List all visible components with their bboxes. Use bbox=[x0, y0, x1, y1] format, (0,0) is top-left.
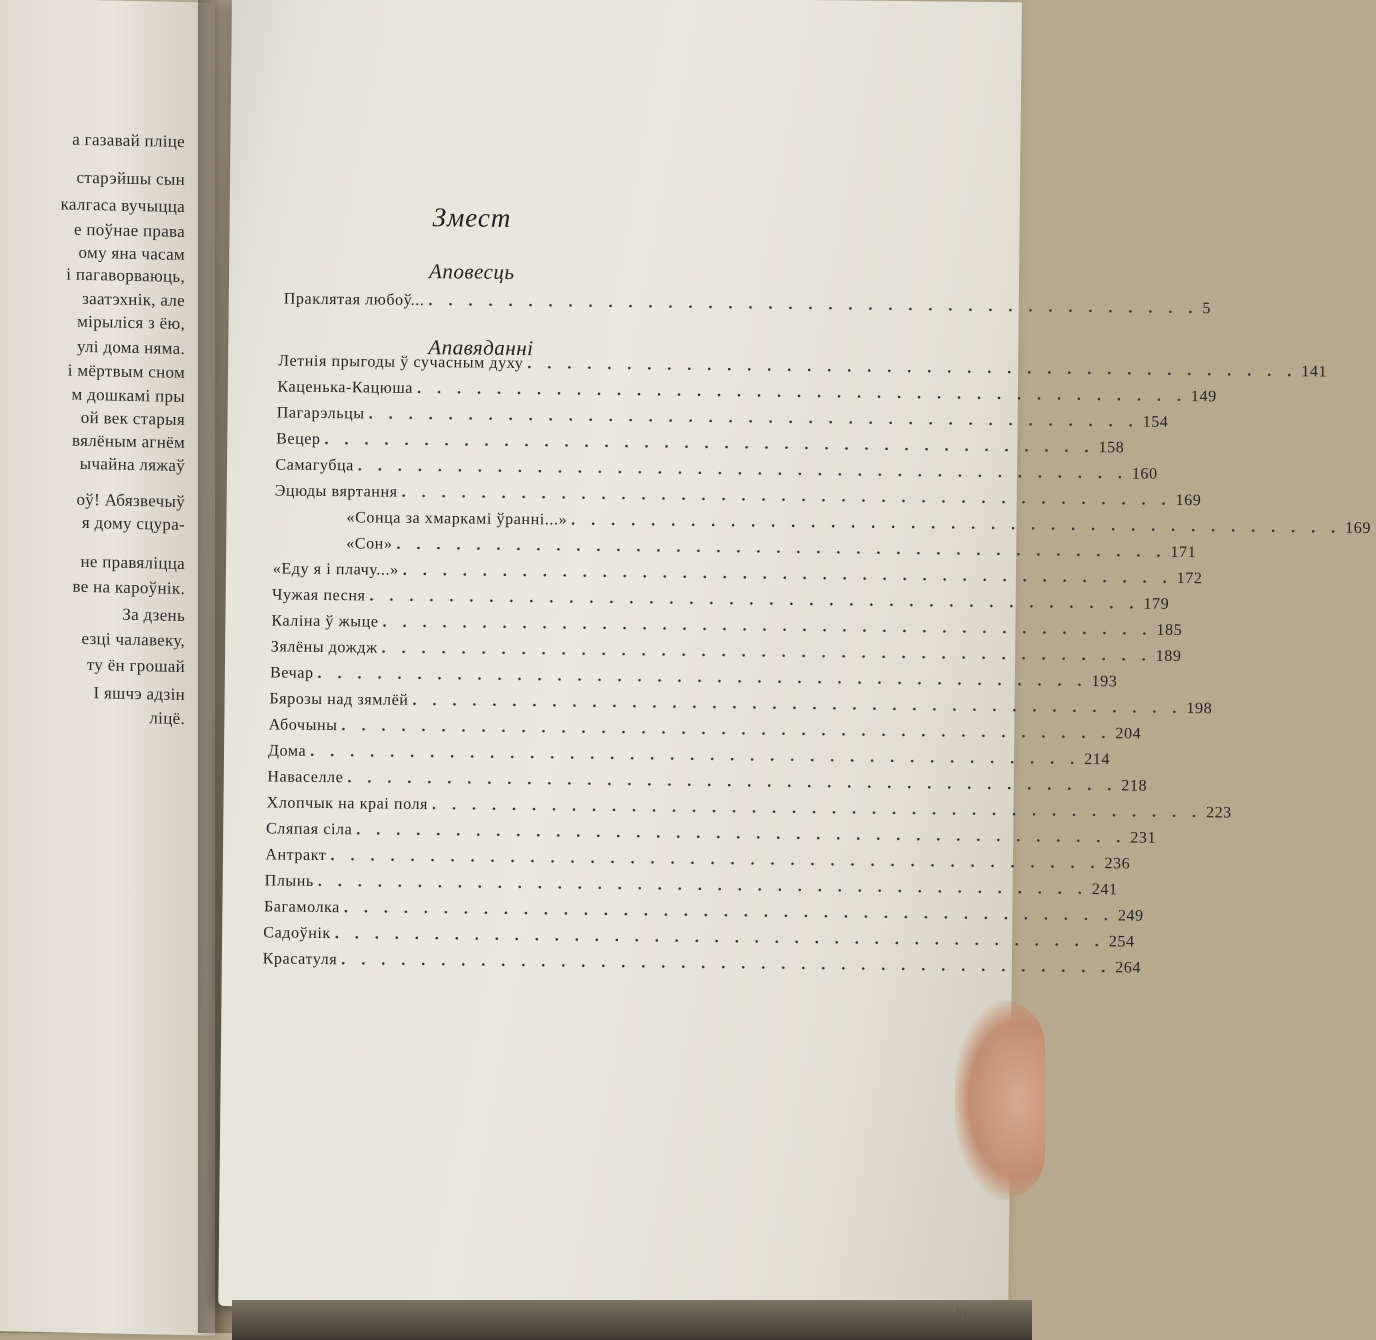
toc-leader-dots: . . . . . . . . . . . . . . . . . . . . . . . . . . . . . . . . . . . . . . . bbox=[358, 457, 1128, 483]
left-page-line: улі дома няма. bbox=[77, 337, 185, 359]
toc-section-heading: Апавяданні bbox=[428, 335, 533, 361]
toc-leader-dots: . . . . . . . . . . . . . . . . . . . . . . . . . . . . . . . . . . . . . . . bbox=[417, 380, 1187, 406]
toc-entry-page: 249 bbox=[1118, 907, 1144, 925]
toc-entry-page: 236 bbox=[1104, 855, 1130, 873]
toc-entry bbox=[267, 794, 804, 824]
left-page-line: За дзень bbox=[122, 605, 185, 626]
book-cover-edge bbox=[232, 1300, 1032, 1340]
left-page-line: а газавай пліце bbox=[72, 130, 185, 152]
toc-entry bbox=[271, 638, 806, 668]
toc-entry-page: 193 bbox=[1091, 673, 1117, 691]
toc-leader-dots: . . . . . . . . . . . . . . . . . . . . . . . . . . . . . . . . . . . . . . . bbox=[402, 484, 1172, 510]
toc-entry-page: 185 bbox=[1156, 622, 1182, 640]
toc-leader-dots: . . . . . . . . . . . . . . . . . . . . . . . . . . . . . . . . . . . . . . . bbox=[527, 355, 1297, 381]
toc-entry bbox=[263, 950, 802, 980]
toc-entry-page: 158 bbox=[1098, 439, 1124, 457]
toc-entry bbox=[284, 291, 809, 320]
toc-entry-page: 5 bbox=[1202, 300, 1211, 318]
toc-entry-page: 214 bbox=[1084, 751, 1110, 769]
left-page-line: ому яна часам bbox=[79, 243, 185, 265]
toc-entry-title: Чужая песня bbox=[272, 586, 366, 605]
toc-entry-page: 223 bbox=[1206, 804, 1232, 822]
toc-leader-dots: . . . . . . . . . . . . . . . . . . . . . . . . . . . . . . . . . . . . . . . bbox=[341, 717, 1111, 743]
toc-entry-title: Летнія прыгоды ў сучасным духу bbox=[278, 353, 523, 374]
thumb bbox=[955, 1000, 1045, 1200]
left-page-line: І яшчэ адзін bbox=[94, 683, 185, 705]
toc-entry-title: Плынь bbox=[265, 872, 314, 891]
toc-entry-page: 241 bbox=[1092, 881, 1118, 899]
toc-entry bbox=[263, 924, 802, 954]
toc-entry bbox=[265, 872, 803, 902]
watermark: by bbox=[956, 1306, 968, 1318]
toc-entry bbox=[268, 742, 804, 772]
toc-entry-page: 189 bbox=[1156, 648, 1182, 666]
toc-entry bbox=[265, 846, 803, 876]
toc-entry-title: Садоўнік bbox=[263, 924, 331, 943]
toc-leader-dots: . . . . . . . . . . . . . . . . . . . . . . . . . . . . . . . . . . . . . . . bbox=[382, 614, 1152, 640]
right-page bbox=[218, 0, 1022, 1314]
toc-leader-dots: . . . . . . . . . . . . . . . . . . . . . . . . . . . . . . . . . . . . . . . bbox=[318, 873, 1088, 899]
left-page-line: оў! Абязвечыў bbox=[76, 490, 185, 512]
toc-entry bbox=[346, 509, 806, 538]
toc-entry bbox=[275, 456, 807, 486]
toc-entry-title: Вецер bbox=[276, 430, 321, 448]
toc-entry bbox=[269, 716, 805, 746]
toc-entry-title: «Еду я і плачу...» bbox=[273, 560, 399, 579]
left-page-line: не правяліцца bbox=[80, 552, 185, 574]
toc-entry-title: Антракт bbox=[265, 846, 326, 865]
toc-entry-page: 154 bbox=[1143, 414, 1169, 432]
toc-leader-dots: . . . . . . . . . . . . . . . . . . . . . . . . . . . . . . . . . . . . . . . bbox=[369, 587, 1139, 613]
toc-entry-title: Абочыны bbox=[269, 716, 338, 735]
toc-entry-title: Дома bbox=[268, 742, 306, 760]
left-page-line: я дому сцура- bbox=[82, 513, 185, 535]
left-page-line: і пагаворваюць, bbox=[66, 265, 185, 287]
toc-leader-dots: . . . . . . . . . . . . . . . . . . . . . . . . . . . . . . . . . . . . . . . bbox=[403, 562, 1173, 588]
toc-entry-page: 172 bbox=[1177, 570, 1203, 588]
toc-entry-page: 198 bbox=[1186, 700, 1212, 718]
toc-leader-dots: . . . . . . . . . . . . . . . . . . . . . . . . . . . . . . . . . . . . . . . bbox=[396, 536, 1166, 562]
toc-entry-title: Багамолка bbox=[264, 898, 340, 917]
toc-entry bbox=[275, 482, 807, 512]
toc-leader-dots: . . . . . . . . . . . . . . . . . . . . . . . . . . . . . . . . . . . . . . . bbox=[428, 292, 1198, 318]
toc-leader-dots: . . . . . . . . . . . . . . . . . . . . . . . . . . . . . . . . . . . . . . . bbox=[324, 431, 1094, 457]
left-page-line: е поўнае права bbox=[74, 220, 185, 242]
toc-leader-dots: . . . . . . . . . . . . . . . . . . . . . . . . . . . . . . . . . . . . . . . bbox=[432, 796, 1202, 822]
toc-entry bbox=[277, 404, 808, 434]
left-page-line: заатэхнік, але bbox=[82, 289, 185, 311]
toc-entry bbox=[273, 560, 806, 590]
toc-entry-title: Красатуля bbox=[263, 950, 338, 969]
toc-leader-dots: . . . . . . . . . . . . . . . . . . . . . . . . . . . . . . . . . . . . . . . bbox=[335, 925, 1105, 951]
toc-entry bbox=[270, 664, 805, 694]
toc-entry bbox=[266, 820, 803, 850]
toc-entry-title: «Сонца за хмаркамі ўранні...» bbox=[346, 509, 567, 529]
toc-leader-dots: . . . . . . . . . . . . . . . . . . . . . . . . . . . . . . . . . . . . . . . bbox=[347, 769, 1117, 795]
left-page-line: езці чалавеку, bbox=[81, 629, 185, 651]
toc-entry-title: Каценька-Кацюша bbox=[277, 378, 413, 397]
left-page-line: ту ён грошай bbox=[87, 655, 185, 677]
toc-entry-page: 171 bbox=[1170, 544, 1196, 562]
left-page-line: м дошкамі пры bbox=[72, 385, 185, 407]
left-page-line: старэйшы сын bbox=[77, 168, 185, 190]
toc-entry-page: 254 bbox=[1109, 933, 1135, 951]
toc-entry bbox=[272, 586, 806, 616]
left-page-line: калгаса вучыцца bbox=[61, 194, 185, 217]
toc-entry-page: 264 bbox=[1115, 959, 1141, 977]
toc-entry-title: Пагарэльцы bbox=[277, 404, 365, 423]
toc-entry-title: Самагубца bbox=[275, 456, 354, 475]
toc-leader-dots: . . . . . . . . . . . . . . . . . . . . . . . . . . . . . . . . . . . . . . . bbox=[344, 899, 1114, 925]
toc-entry-page: 141 bbox=[1301, 363, 1327, 381]
toc-entry-title: Эцюды вяртання bbox=[275, 482, 398, 501]
toc-entry-page: 149 bbox=[1191, 388, 1217, 406]
left-page-line: ве на кароўнік. bbox=[73, 577, 186, 599]
toc-leader-dots: . . . . . . . . . . . . . . . . . . . . . . . . . . . . . . . . . . . . . . . bbox=[369, 405, 1139, 431]
toc-entry bbox=[277, 378, 808, 408]
left-page-line: вялёным агнём bbox=[72, 431, 185, 453]
toc-entry bbox=[267, 768, 804, 798]
left-page-line: ой век старыя bbox=[81, 408, 185, 430]
toc-entry bbox=[269, 690, 804, 720]
toc-entry-title: Каліна ў жыце bbox=[271, 612, 378, 631]
toc-entry-title: Праклятая любоў... bbox=[284, 291, 425, 310]
toc-leader-dots: . . . . . . . . . . . . . . . . . . . . . . . . . . . . . . . . . . . . . . . bbox=[356, 821, 1126, 847]
toc-leader-dots: . . . . . . . . . . . . . . . . . . . . . . . . . . . . . . . . . . . . . . . bbox=[330, 847, 1100, 873]
toc-entry-page: 231 bbox=[1130, 829, 1156, 847]
toc-entry-title: Зялёны дождж bbox=[271, 638, 378, 657]
left-page-line: мірыліся з ёю, bbox=[77, 312, 185, 334]
toc-leader-dots: . . . . . . . . . . . . . . . . . . . . . . . . . . . . . . . . . . . . . . . bbox=[310, 743, 1080, 769]
toc-entry bbox=[276, 430, 807, 460]
toc-entry-title: Бярозы над зямлёй bbox=[269, 690, 408, 709]
toc-entry bbox=[346, 535, 806, 564]
toc-entry-title: Наваселле bbox=[267, 768, 343, 787]
left-page-line: ліцё. bbox=[149, 708, 185, 729]
toc-entry bbox=[278, 353, 808, 383]
toc-leader-dots: . . . . . . . . . . . . . . . . . . . . . . . . . . . . . . . . . . . . . . . bbox=[341, 951, 1111, 977]
toc-section-heading: Аповесць bbox=[429, 259, 515, 285]
toc-leader-dots: . . . . . . . . . . . . . . . . . . . . . . . . . . . . . . . . . . . . . . . bbox=[412, 692, 1182, 718]
left-page bbox=[0, 0, 215, 1336]
toc-entry-page: 204 bbox=[1115, 725, 1141, 743]
toc-entry-title: Сляпая сіла bbox=[266, 820, 352, 839]
toc-leader-dots: . . . . . . . . . . . . . . . . . . . . . . . . . . . . . . . . . . . . . . . bbox=[382, 640, 1152, 666]
toc-leader-dots: . . . . . . . . . . . . . . . . . . . . . . . . . . . . . . . . . . . . . . . bbox=[318, 665, 1088, 691]
left-page-line: ычайна ляжаў bbox=[80, 454, 185, 476]
toc-entry-page: 218 bbox=[1121, 777, 1147, 795]
toc-title: Змест bbox=[433, 202, 633, 235]
toc-entry-title: Хлопчык на краі поля bbox=[267, 794, 429, 814]
toc-entry-title: Вечар bbox=[270, 664, 314, 682]
toc-entry-page: 169 bbox=[1345, 520, 1371, 538]
toc-entry-page: 169 bbox=[1175, 492, 1201, 510]
toc-entry-title: «Сон» bbox=[346, 535, 392, 553]
toc-entry-page: 179 bbox=[1143, 596, 1169, 614]
left-page-line: і мёртвым сном bbox=[68, 361, 185, 383]
toc-entry-page: 160 bbox=[1132, 465, 1158, 483]
toc-entry bbox=[264, 898, 803, 928]
toc-entry bbox=[271, 612, 805, 642]
toc-leader-dots: . . . . . . . . . . . . . . . . . . . . . . . . . . . . . . . . . . . . . . . bbox=[571, 512, 1341, 538]
